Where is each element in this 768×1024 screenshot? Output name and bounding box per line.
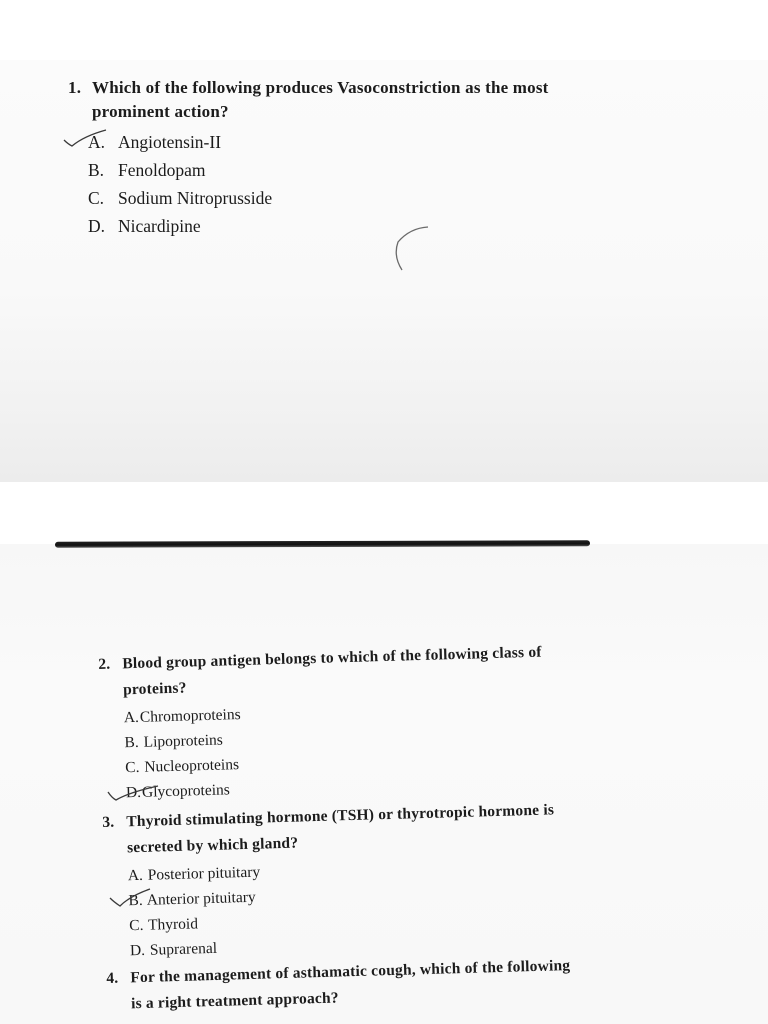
question-number: 2. xyxy=(98,655,111,673)
question-1-text xyxy=(68,76,708,124)
option-letter: C. xyxy=(88,188,105,208)
option-text: Lipoproteins xyxy=(143,731,224,751)
option-text: Anterior pituitary xyxy=(146,888,256,909)
option-text: Angiotensin-II xyxy=(118,132,222,152)
option-text: Fenoldopam xyxy=(118,160,206,180)
option-text: Nicardipine xyxy=(118,216,201,236)
option-text: Sodium Nitroprusside xyxy=(118,188,273,208)
question-line-1: Which of the following produces Vasoconstriction as the most xyxy=(92,78,549,97)
check-mark-icon xyxy=(108,886,154,910)
option-letter: A. xyxy=(123,708,140,727)
option-letter: D. xyxy=(88,216,106,236)
option-text: Glycoproteins xyxy=(141,781,231,801)
options-list xyxy=(123,689,702,805)
option-text: Nucleoproteins xyxy=(144,756,240,776)
option-text: Suprarenal xyxy=(149,939,218,959)
question-2 xyxy=(98,635,702,806)
question-number: 1. xyxy=(68,78,82,97)
option-letter: B. xyxy=(88,160,105,180)
check-mark-icon xyxy=(106,782,162,806)
question-line-1: Thyroid stimulating hormone (TSH) or thyrotropic hormone is xyxy=(126,801,555,831)
question-1 xyxy=(68,76,708,240)
check-mark-icon xyxy=(62,128,110,152)
question-line-1: Blood group antigen belongs to which of the following class of xyxy=(122,643,542,673)
option-c xyxy=(88,184,708,212)
option-letter: B. xyxy=(124,733,139,752)
option-text: Chromoproteins xyxy=(139,706,241,726)
question-line-2: proteins? xyxy=(122,679,187,699)
option-b xyxy=(88,156,708,184)
option-text: Posterior pituitary xyxy=(147,863,261,884)
option-letter: D. xyxy=(125,783,142,802)
question-number: 4. xyxy=(106,969,119,987)
pen-stroke-mark xyxy=(392,224,432,274)
option-letter: A. xyxy=(88,132,106,152)
option-letter: D. xyxy=(129,941,146,960)
question-line-1: For the management of asthamatic cough, which of the following xyxy=(130,957,571,987)
question-line-2: secreted by which gland? xyxy=(126,834,299,857)
option-letter: C. xyxy=(125,758,140,777)
option-letter: B. xyxy=(128,891,143,910)
option-letter: C. xyxy=(129,916,144,935)
option-letter: A. xyxy=(127,866,144,885)
option-a xyxy=(88,128,708,156)
question-line-2: prominent action? xyxy=(92,102,229,121)
option-text: Thyroid xyxy=(147,915,199,934)
question-number: 3. xyxy=(102,813,115,831)
options-list xyxy=(127,847,706,963)
question-line-2: is a right treatment approach? xyxy=(130,989,340,1013)
question-3 xyxy=(102,793,706,964)
